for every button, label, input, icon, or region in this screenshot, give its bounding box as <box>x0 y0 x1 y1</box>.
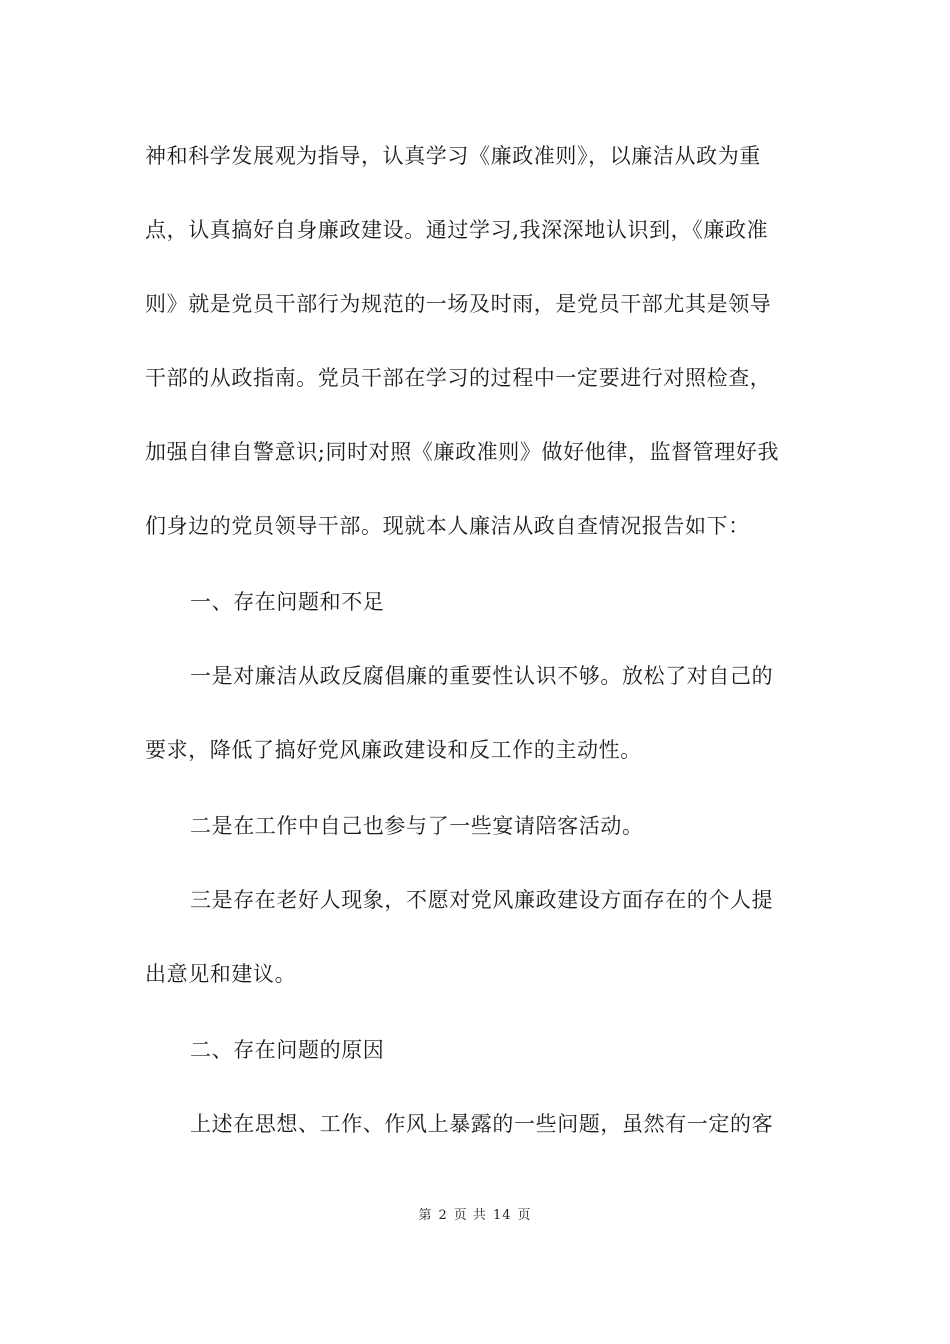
body-text-line: 们身边的党员领导干部。现就本人廉洁从政自查情况报告如下： <box>145 514 750 538</box>
body-text-line: 三是存在老好人现象，不愿对党风廉政建设方面存在的个人提 <box>190 888 774 912</box>
body-text-line: 上述在思想、工作、作风上暴露的一些问题，虽然有一定的客 <box>190 1112 774 1136</box>
section-heading-causes: 二、存在问题的原因 <box>190 1038 385 1062</box>
body-text-line: 加强自律自警意识;同时对照《廉政准则》做好他律，监督管理好我 <box>145 440 780 464</box>
body-text-line: 神和科学发展观为指导，认真学习《廉政准则》，以廉洁从政为重 <box>145 144 761 168</box>
footer-mid: 页 共 <box>453 1208 487 1223</box>
body-text-line: 一是对廉洁从政反腐倡廉的重要性认识不够。放松了对自己的 <box>190 664 774 688</box>
footer-suffix: 页 <box>517 1208 532 1223</box>
body-text-line: 点，认真搞好自身廉政建设。通过学习,我深深地认识到，《廉政准 <box>145 218 769 242</box>
page-footer <box>0 1207 950 1225</box>
body-text-line: 干部的从政指南。党员干部在学习的过程中一定要进行对照检查， <box>145 366 772 390</box>
body-text-line: 要求，降低了搞好党风廉政建设和反工作的主动性。 <box>145 738 642 762</box>
body-text-line: 二是在工作中自己也参与了一些宴请陪客活动。 <box>190 814 644 838</box>
footer-page-number: 2 <box>438 1208 448 1223</box>
footer-prefix: 第 <box>418 1208 433 1223</box>
body-text-line: 则》就是党员干部行为规范的一场及时雨，是党员干部尤其是领导 <box>145 292 772 316</box>
footer-total-pages: 14 <box>492 1208 512 1223</box>
body-text-line: 出意见和建议。 <box>145 962 297 986</box>
section-heading-problems: 一、存在问题和不足 <box>190 590 385 614</box>
